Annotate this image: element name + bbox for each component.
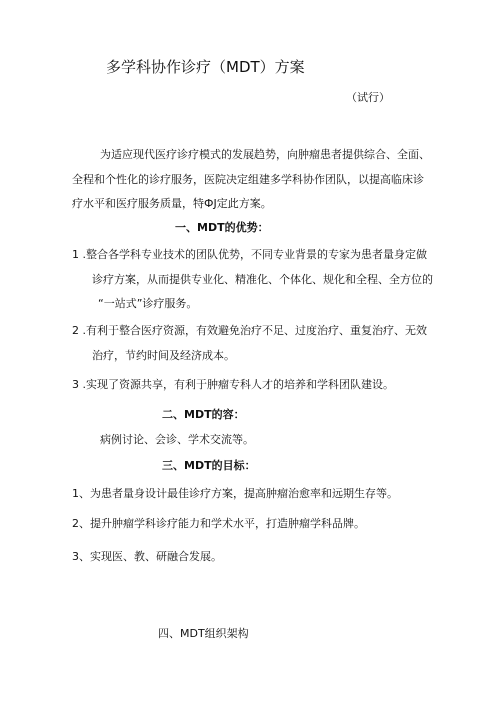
section3-item1: 1、为患者量身设计最佳诊疗方案，提高肿瘤治愈率和远期生存等。 [72, 487, 398, 500]
section2-text: 病例讨论、会诊、学术交流等。 [100, 433, 254, 446]
section1-item1-line1: 1 .整合各学科专业技术的团队优势，不同专业背景的专家为患者量身定做 [72, 248, 427, 261]
section4-heading: 四、MDT组织架构 [158, 627, 249, 640]
section3-item3: 3、实现医、教、研融合发展。 [72, 550, 222, 563]
section1-item1-line3: “一站式”诊疗服务。 [98, 297, 198, 310]
section1-item3-line1: 3 .实现了资源共享，有利于肿瘤专科人才的培养和学科团队建设。 [72, 378, 394, 391]
intro-line-2: 全程和个性化的诊疗服务，医院决定组建多学科协作团队，以提高临床诊 [72, 173, 424, 186]
section1-heading: 一、MDT的优势： [175, 221, 269, 234]
section2-heading: 二、MDT的容： [162, 408, 245, 421]
intro-line-1: 为适应现代医疗诊疗模式的发展趋势，向肿瘤患者提供综合、全面、 [100, 148, 430, 161]
section3-heading: 三、MDT的目标： [162, 459, 256, 472]
document-title: 多学科协作诊疗（MDT）方案 [106, 58, 305, 76]
section1-item1-line2: 诊疗方案，从而提供专业化、精准化、个体化、规化和全程、全方位的 [92, 273, 433, 286]
section1-item2-line1: 2 .有利于整合医疗资源，有效避免治疗不足、过度治疗、重复治疗、无效 [72, 324, 427, 337]
document-subtitle: （试行） [346, 91, 390, 104]
intro-line-3: 疗水平和医疗服务质量，特ФJ定此方案。 [72, 197, 272, 210]
section3-item2: 2、提升肿瘤学科诊疗能力和学术水平，打造肿瘤学科品牌。 [72, 517, 365, 530]
section1-item2-line2: 治疗，节约时间及经济成本。 [92, 349, 235, 362]
